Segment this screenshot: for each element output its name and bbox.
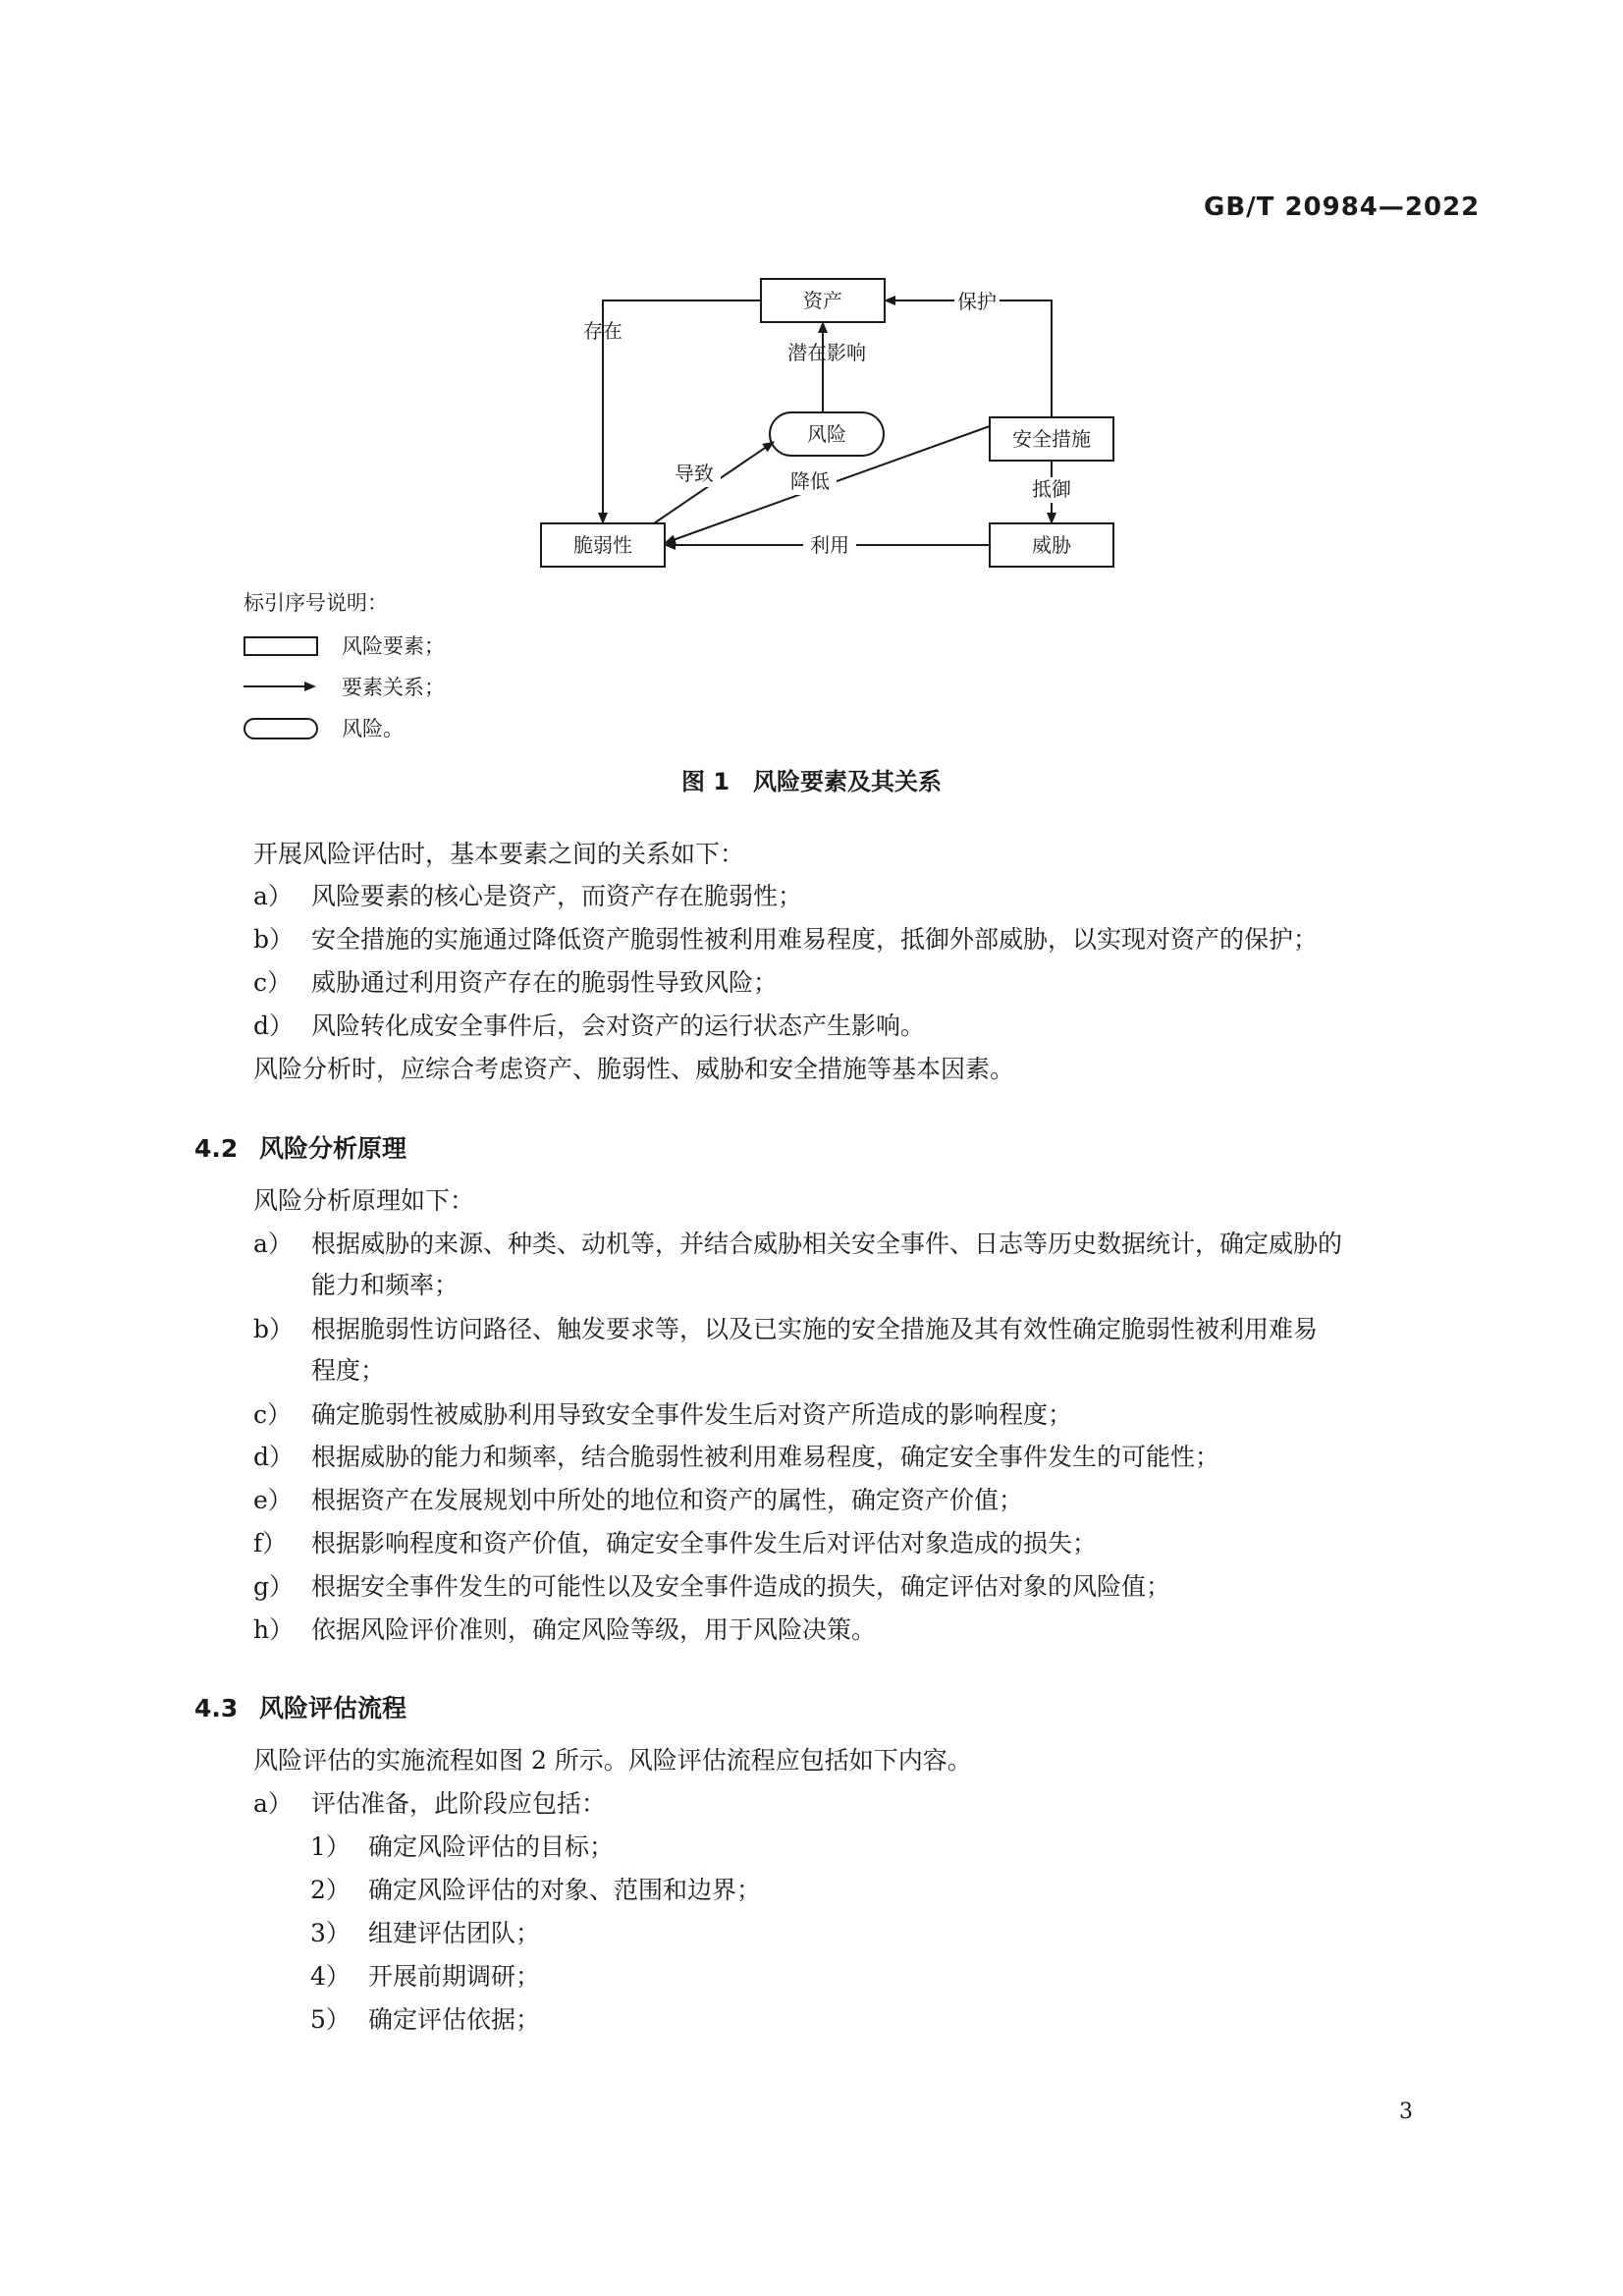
list-item: 风险要素的核心是资产，而资产存在脆弱性； [311,882,803,910]
section-heading-4-2 [194,1129,406,1165]
sec42-intro: 风险分析原理如下： [253,1186,475,1215]
list-label: d） [253,1443,295,1471]
list-label: a） [253,1230,293,1258]
list-label: c） [253,968,293,997]
sublist-label: 4） [310,1962,351,1991]
risk-elements-diagram [530,265,1119,589]
legend-text: 风险要素； [342,634,445,658]
edge-exploit-label: 利用 [810,533,849,557]
section-number: 4.3 [194,1694,239,1722]
section-title: 风险分析原理 [259,1134,407,1163]
section-title: 风险评估流程 [259,1694,407,1722]
list-label: b） [253,1315,295,1343]
list-item-line: 程度； [311,1356,386,1385]
edge-exists [603,301,761,523]
sublist-label: 1） [310,1832,351,1861]
edge-exists-label: 存在 [583,319,622,343]
sublist-label: 5） [310,2005,351,2034]
list-label: g） [253,1572,295,1601]
list-item-line: 根据威胁的来源、种类、动机等，并结合威胁相关安全事件、日志等历史数据统计，确定威胁的 [311,1230,1343,1258]
sublist-item: 组建评估团队； [368,1919,541,1947]
legend-row-relation [242,672,445,701]
list-item-line: 依据风险评价准则，确定风险等级，用于风险决策。 [311,1615,877,1644]
list-label: b） [253,925,295,954]
sec41-intro: 开展风险评估时，基本要素之间的关系如下： [253,840,745,868]
legend-row-element [242,630,445,660]
list-item-line: 确定脆弱性被威胁利用导致安全事件发生后对资产所造成的影响程度； [311,1400,1073,1429]
node-measures-label: 安全措施 [1012,427,1091,451]
legend-rect-symbol [242,634,320,656]
figure-caption: 图 1 风险要素及其关系 [680,768,943,795]
legend-text: 要素关系； [342,676,445,699]
legend-title: 标引序号说明： [243,591,388,615]
list-item: 安全措施的实施通过降低资产脆弱性被利用难易程度，抵御外部威胁，以实现对资产的保护； [311,925,1319,954]
edge-lead-to-label: 导致 [675,462,714,485]
standard-code: GB/T 20984—2022 [1204,192,1481,222]
list-item-line: 根据威胁的能力和频率，结合脆弱性被利用难易程度，确定安全事件发生的可能性； [311,1443,1220,1471]
sublist-item: 开展前期调研； [368,1962,541,1991]
edge-potential-impact-label: 潜在影响 [787,341,866,364]
list-item-line: 根据安全事件发生的可能性以及安全事件造成的损失，确定评估对象的风险值； [311,1572,1171,1601]
list-item-line: 根据脆弱性访问路径、触发要求等，以及已实施的安全措施及其有效性确定脆弱性被利用难易 [311,1315,1319,1343]
edge-protect [885,301,1052,417]
edge-reduce-label: 降低 [790,469,830,493]
sublist-item: 确定评估依据； [368,2005,541,2034]
legend-row-risk [242,713,404,742]
edge-resist-label: 抵御 [1032,477,1071,501]
list-item-line: 能力和频率； [311,1271,460,1299]
sublist-label: 2） [310,1876,351,1904]
legend-pill-symbol [242,717,320,738]
list-label: a） [253,882,293,910]
list-item: 风险转化成安全事件后，会对资产的运行状态产生影响。 [311,1011,926,1040]
node-asset-label: 资产 [803,289,842,312]
list-item-line: 根据影响程度和资产价值，确定安全事件发生后对评估对象造成的损失； [311,1529,1098,1558]
legend-arrow-symbol [242,676,320,697]
sec41-outro: 风险分析时，应综合考虑资产、脆弱性、威胁和安全措施等基本因素。 [253,1055,1015,1083]
sublist-label: 3） [310,1919,351,1947]
list-item: 威胁通过利用资产存在的脆弱性导致风险； [311,968,779,997]
list-label: e） [253,1486,293,1514]
page-number: 3 [1399,2100,1413,2124]
section-heading-4-3 [194,1689,406,1724]
section-number: 4.2 [194,1134,239,1163]
list-item-line: 根据资产在发展规划中所处的地位和资产的属性，确定资产价值； [311,1486,1024,1514]
list-label: d） [253,1011,295,1040]
edge-protect-label: 保护 [957,290,997,313]
list-item: 评估准备，此阶段应包括： [311,1789,607,1818]
list-label: f） [253,1529,288,1558]
sec43-intro: 风险评估的实施流程如图 2 所示。风险评估流程应包括如下内容。 [253,1746,972,1775]
node-vulnerability-label: 脆弱性 [573,533,632,557]
node-risk-label: 风险 [807,422,846,446]
list-label: c） [253,1400,293,1429]
list-label: a） [253,1789,293,1818]
sublist-item: 确定风险评估的目标； [368,1832,615,1861]
node-threat-label: 威胁 [1032,533,1071,557]
sublist-item: 确定风险评估的对象、范围和边界； [368,1876,762,1904]
legend-text: 风险。 [342,717,404,740]
list-label: h） [253,1615,295,1644]
